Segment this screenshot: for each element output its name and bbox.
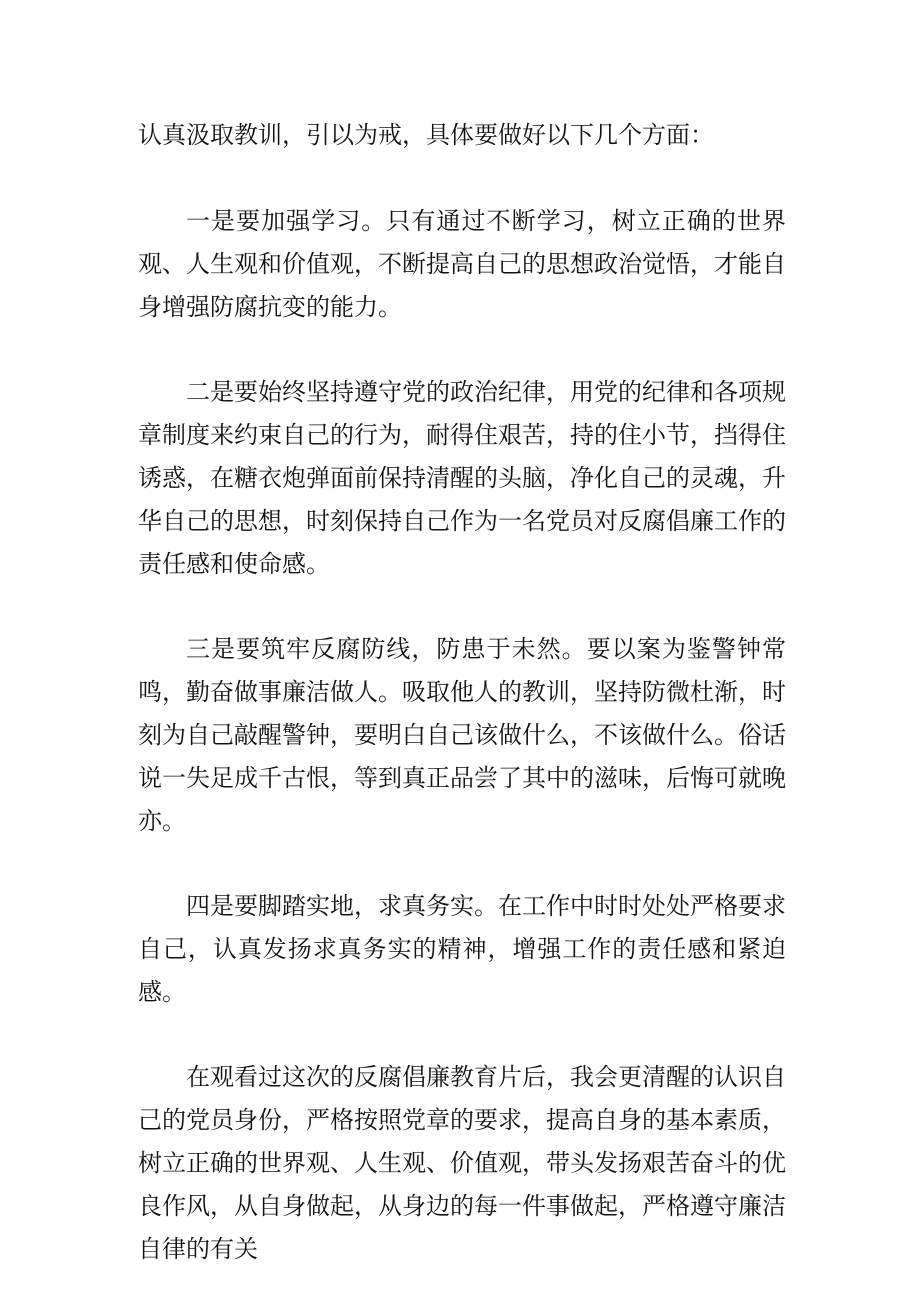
paragraph-conclusion: 在观看过这次的反腐倡廉教育片后，我会更清醒的认识自己的党员身份，严格按照党章的要求，提高自身的基本素质，树立正确的世界观、人生观、价值观，带头发扬艰苦奋斗的优良作风，从自身做起，从身边的每一件事做起，严格遵守廉洁自律的有关 [138, 1063, 786, 1263]
paragraph-intro: 认真汲取教训，引以为戒，具体要做好以下几个方面： [138, 121, 714, 149]
document-body [138, 114, 786, 1313]
paragraph-point-one: 一是要加强学习。只有通过不断学习，树立正确的世界观、人生观和价值观，不断提高自己的思想政治觉悟，才能自身增强防腐抗变的能力。 [138, 207, 786, 321]
paragraph-point-four: 四是要脚踏实地，求真务实。在工作中时时处处严格要求自己，认真发扬求真务实的精神，增强工作的责任感和紧迫感。 [138, 892, 786, 1006]
paragraph-point-three: 三是要筑牢反腐防线，防患于未然。要以案为鉴警钟常鸣，勤奋做事廉洁做人。吸取他人的教训，坚持防微杜渐，时刻为自己敲醒警钟，要明白自己该做什么，不该做什么。俗话说一失足成千古恨，等到真正品尝了其中的滋味，后悔可就晚亦。 [138, 635, 786, 835]
paragraph-point-two: 二是要始终坚持遵守党的政治纪律，用党的纪律和各项规章制度来约束自己的行为，耐得住艰苦，持的住小节，挡得住诱惑，在糖衣炮弹面前保持清醒的头脑，净化自己的灵魂，升华自己的思想，时刻保持自己作为一名党员对反腐倡廉工作的责任感和使命感。 [138, 378, 786, 578]
